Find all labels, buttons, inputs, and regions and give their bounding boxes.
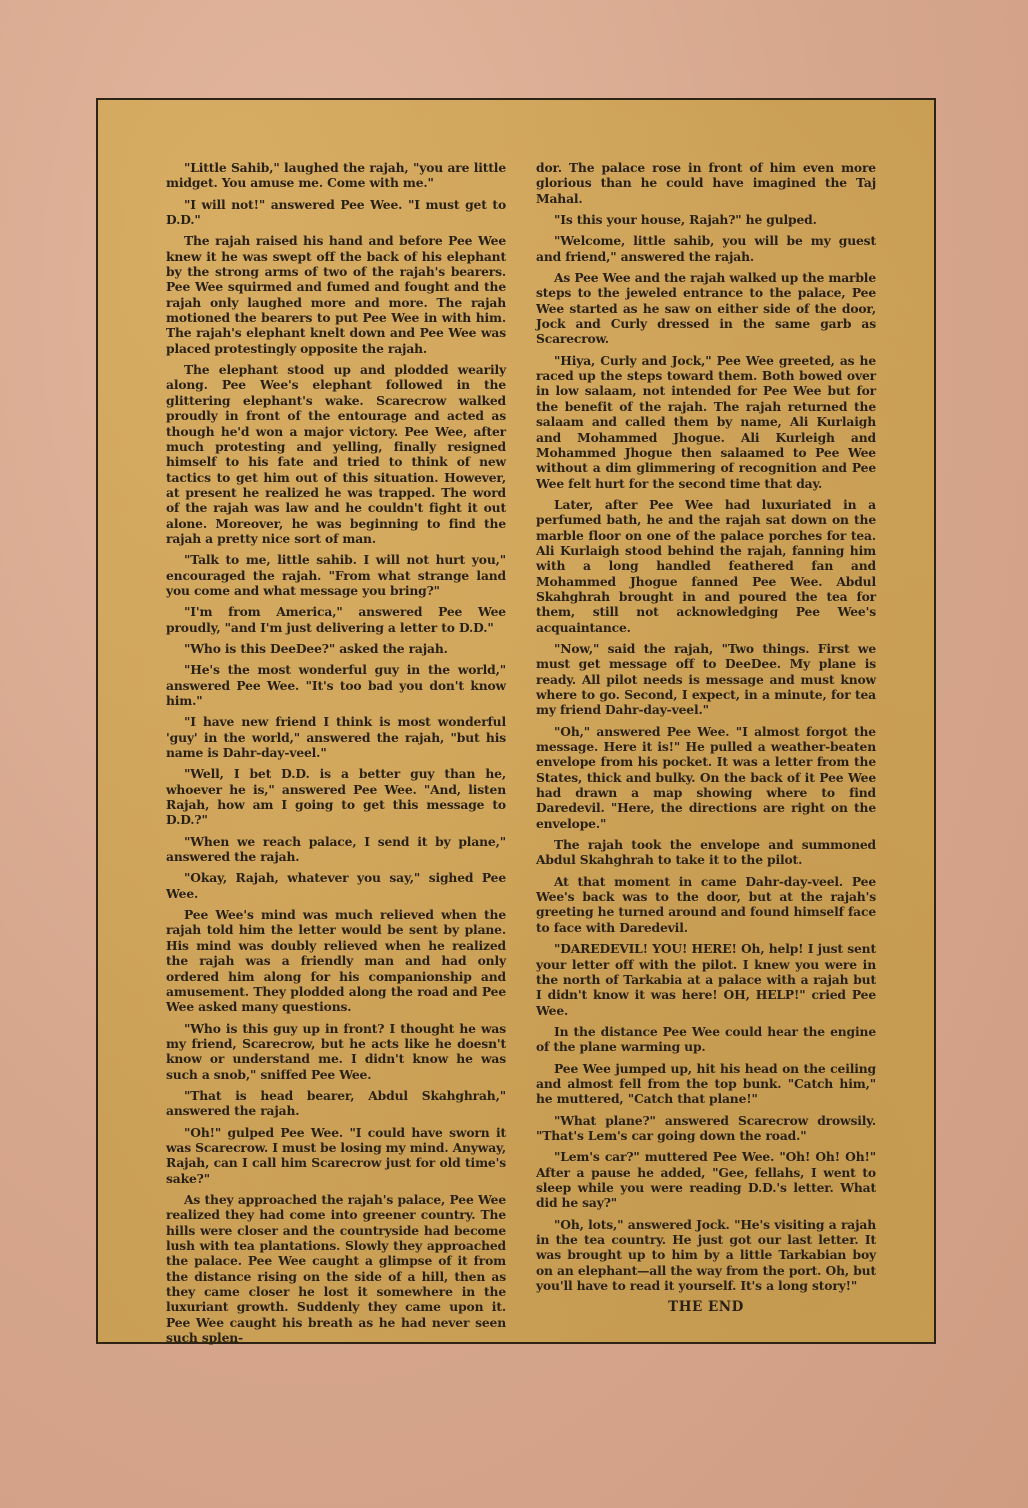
paragraph: At that moment in came Dahr-day-veel. Pee Wee's back was to the door, but at the rajah's greeting he turned around and found himself face to face with Daredevil.	[536, 873, 876, 935]
paragraph: "Little Sahib," laughed the rajah, "you are little midget. You amuse me. Come with me."	[166, 160, 506, 191]
paragraph: "That is head bearer, Abdul Skahghrah," answered the rajah.	[166, 1087, 506, 1119]
the-end-label: THE END	[668, 1299, 744, 1316]
paragraph: "I will not!" answered Pee Wee. "I must get to D.D."	[166, 196, 506, 228]
paragraph: "When we reach palace, I send it by plane," answered the rajah.	[166, 833, 506, 865]
paragraph: "Who is this guy up in front? I thought he was my friend, Scarecrow, but he acts like he doesn't know or understand me. I didn't know he was such a snob," sniffed Pee Wee.	[166, 1020, 506, 1082]
story-page-panel	[96, 98, 936, 1344]
paragraph: "What plane?" answered Scarecrow drowsily. "That's Lem's car going down the road."	[536, 1112, 876, 1143]
paragraph: "Hiya, Curly and Jock," Pee Wee greeted, as he raced up the steps toward them. Both bowed over in low salaam, not intended for Pee Wee but for the benefit of the rajah. The rajah returned the salaam and called them by name, Ali Kurlaigh and Mohammed Jhogue. Ali Kurleigh and Mohammed Jhogue then salaamed to Pee Wee without a dim glimmering of recognition and Pee Wee felt hurt for the second time that day.	[536, 352, 876, 491]
paragraph: In the distance Pee Wee could hear the engine of the plane warming up.	[536, 1023, 876, 1055]
paragraph: Pee Wee jumped up, hit his head on the ceiling and almost fell from the top bunk. "Catch him," he muttered, "Catch that plane!"	[536, 1060, 876, 1107]
paragraph: "Is this your house, Rajah?" he gulped.	[554, 212, 817, 228]
paragraph: "Well, I bet D.D. is a better guy than he, whoever he is," answered Pee Wee. "And, listen Rajah, how am I going to get this message to D.D.?"	[166, 766, 506, 828]
paragraph: As they approached the rajah's palace, Pee Wee realized they had come into greener country. The hills were closer and the countryside had become lush with tea plantations. Slowly they approached the palace. Pee Wee caught a glimpse of it from the distance rising on the side of a hill, then as they came closer he lost it somewhere in the luxuriant growth. Suddenly they came upon it. Pee Wee caught his breath as he had never seen such splen-	[166, 1191, 506, 1346]
right-column	[536, 160, 876, 1351]
paragraph: "Welcome, little sahib, you will be my guest and friend," answered the rajah.	[536, 233, 876, 264]
paragraph: dor. The palace rose in front of him even more glorious than he could have imagined the Taj Mahal.	[536, 160, 876, 206]
paragraph: "He's the most wonderful guy in the world," answered Pee Wee. "It's too bad you don't know him."	[166, 662, 506, 708]
paragraph: "I'm from America," answered Pee Wee proudly, "and I'm just delivering a letter to D.D."	[166, 604, 506, 635]
paragraph: Pee Wee's mind was much relieved when the rajah told him the letter would be sent by plane. His mind was doubly relieved when he realized the rajah was a friendly man and had only ordered him along for his companionship and amusement. They plodded along the road and Pee Wee asked many questions.	[166, 907, 506, 1015]
paragraph: The rajah took the envelope and summoned Abdul Skahghrah to take it to the pilot.	[536, 837, 876, 868]
paragraph: As Pee Wee and the rajah walked up the marble steps to the jeweled entrance to the palace, Pee Wee started as he saw on either side of the door, Jock and Curly dressed in the same garb as Scarecrow.	[536, 270, 876, 347]
paragraph: "Oh," answered Pee Wee. "I almost forgot the message. Here it is!" He pulled a weather-beaten envelope from his pocket. It was a letter from the States, thick and bulky. On the back of it Pee Wee had drawn a map showing where to find Daredevil. "Here, the directions are right on the envelope."	[536, 723, 876, 831]
paragraph: Later, after Pee Wee had luxuriated in a perfumed bath, he and the rajah sat down on the marble floor on one of the palace porches for tea. Ali Kurlaigh stood behind the rajah, fanning him with a long handled feathered fan and Mohammed Jhogue fanned Pee Wee. Abdul Skahghrah brought in and poured the tea for them, still not acknowledging Pee Wee's acquaintance.	[536, 496, 876, 635]
paragraph: The elephant stood up and plodded wearily along. Pee Wee's elephant followed in the glittering elephant's wake. Scarecrow walked proudly in front of the entourage and acted as though he'd won a major victory. Pee Wee, after much protesting and yelling, finally resigned himself to his fate and tried to think of new tactics to get him out of this situation. However, at present he realized he was trapped. The word of the rajah was law and he couldn't fight it out alone. Moreover, he was beginning to find the rajah a pretty nice sort of man.	[166, 362, 506, 546]
paragraph: "Who is this DeeDee?" asked the rajah.	[184, 640, 448, 656]
paragraph: The rajah raised his hand and before Pee Wee knew it he was swept off the back of his elephant by the strong arms of two of the rajah's bearers. Pee Wee squirmed and fumed and fought and the rajah only laughed more and more. The rajah motioned the bearers to put Pee Wee in with him. The rajah's elephant knelt down and Pee Wee was placed protestingly opposite the rajah.	[166, 233, 506, 356]
paragraph: "Oh!" gulped Pee Wee. "I could have sworn it was Scarecrow. I must be losing my mind. Anyway, Rajah, can I call him Scarecrow just for old time's sake?"	[166, 1124, 506, 1186]
paragraph: "DAREDEVIL! YOU! HERE! Oh, help! I just sent your letter off with the pilot. I knew you were in the north of Tarkabia at a palace with a rajah but I didn't know it was here! OH, HELP!" cried Pee Wee.	[536, 941, 876, 1018]
left-column	[166, 160, 506, 1351]
paragraph: "Now," said the rajah, "Two things. First we must get message off to DeeDee. My plane is ready. All pilot needs is message and must know where to go. Second, I expect, in a minute, for tea my friend Dahr-day-veel."	[536, 640, 876, 718]
paragraph: "Lem's car?" muttered Pee Wee. "Oh! Oh! Oh!" After a pause he added, "Gee, fellahs, I went to sleep while you were reading D.D.'s letter. What did he say?"	[536, 1149, 876, 1211]
paragraph: "Talk to me, little sahib. I will not hurt you," encouraged the rajah. "From what strange land you come and what message you bring?"	[166, 552, 506, 598]
paragraph: "Oh, lots," answered Jock. "He's visiting a rajah in the tea country. He just got our last letter. It was brought up to him by a little Tarkabian boy on an elephant—all the way from the port. Oh, but you'll have to read it yourself. It's a long story!"	[536, 1216, 876, 1294]
paragraph: "Okay, Rajah, whatever you say," sighed Pee Wee.	[166, 870, 506, 901]
story-columns	[166, 160, 876, 1351]
paragraph: "I have new friend I think is most wonderful 'guy' in the world," answered the rajah, "but his name is Dahr-day-veel."	[166, 714, 506, 761]
